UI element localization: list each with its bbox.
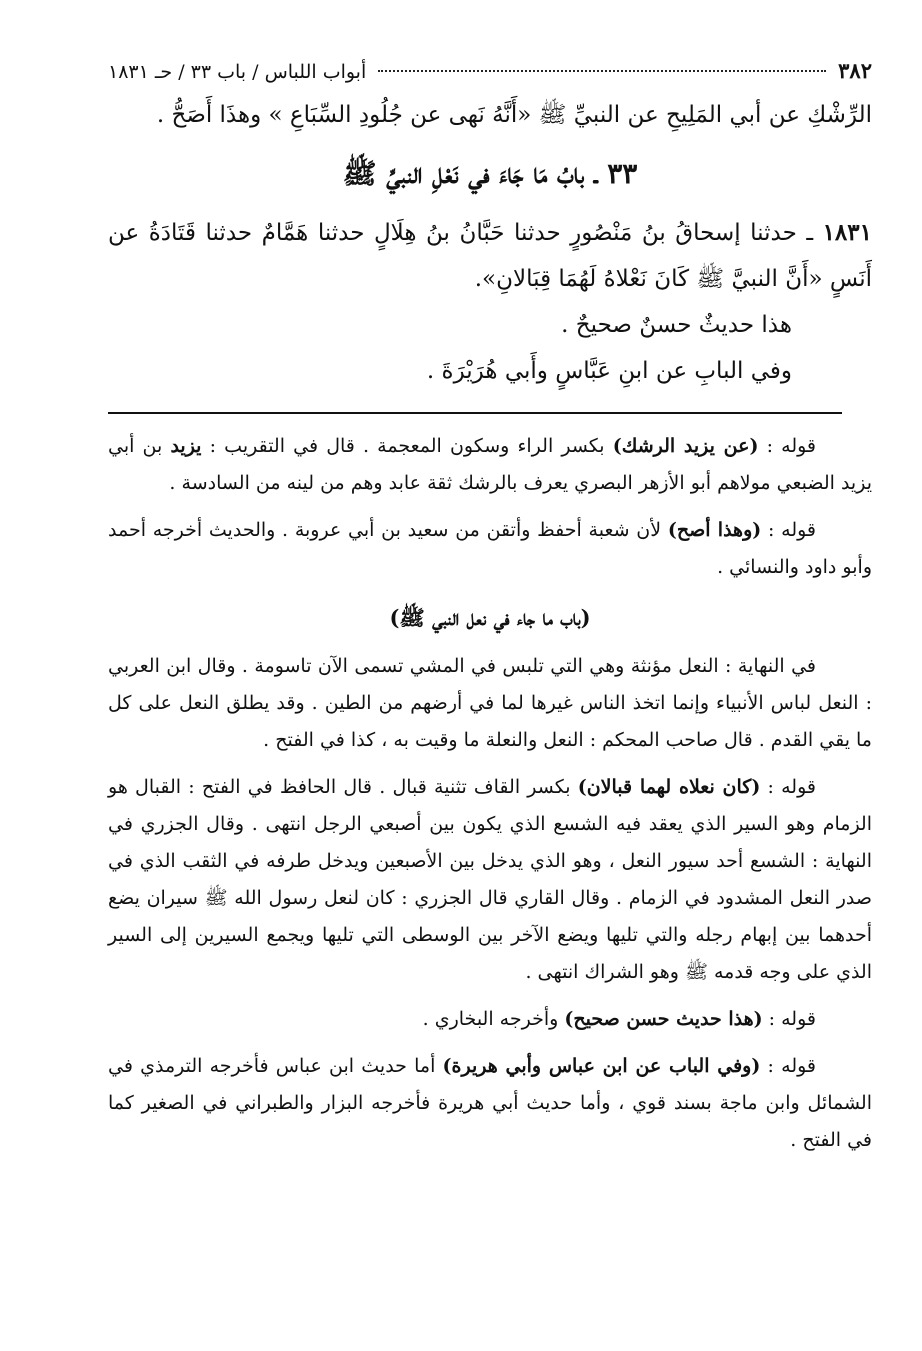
hadith-1831 [108, 210, 872, 302]
commentary-text: وأخرجه البخاري . [422, 1008, 565, 1030]
qawluh-label: قوله : [762, 1008, 816, 1030]
previous-hadith-continuation: الرِّشْكِ عن أبي المَلِيحِ عن النبيِّ ﷺ «أَنَّهُ نَهى عن جُلُودِ السِّبَاعِ » وهذَا أَصَحُّ . [156, 102, 872, 128]
commentary-text: لأن شعبة أحفظ وأتقن من سعيد بن أبي عروبة . والحديث أخرجه أحمد وأبو داود والنسائي . [108, 519, 872, 578]
qawluh-label: قوله : [758, 435, 817, 457]
quoted-phrase: (عن يزيد الرشك) [612, 435, 759, 457]
commentary-paragraph-3: في النهاية : النعل مؤنثة وهي التي تلبس في المشي تسمى الآن تاسومة . وقال ابن العربي : النعل لباس الأنبياء وإنما اتخذ الناس غيرها لما في أرضهم من الطين . وقد يطلق النعل على كل ما يقي القدم . قال صاحب المحكم : النعل والنعلة ما وقيت به ، كذا في الفتح . [108, 655, 872, 751]
commentary-paragraph-2 [108, 512, 872, 586]
quoted-phrase: (كان نعلاه لهما قبالان) [577, 776, 761, 798]
page-number: ٣٨٢ [838, 58, 872, 83]
commentary-paragraph-5 [108, 1001, 872, 1038]
commentary-divider [108, 412, 842, 414]
qawluh-label: قوله : [761, 519, 817, 541]
running-title: أبواب اللباس / باب ٣٣ / حـ ١٨٣١ [108, 61, 367, 83]
page-header [108, 58, 872, 92]
hadith-main-text [108, 92, 872, 394]
commentary-text: بكسر القاف تثنية قبال . قال الحافظ في الفتح : القبال هو الزمام وهو السير الذي يعقد فيه الشسع الذي يكون بين أصبعي الرجل انتهى . وقال الجزري في النهاية : الشسع أحد سيور النعل ، وهو الذي يدخل بين الأصبعين ويدخل طرفه في الثقب الذي في صدر النعل المشدود في الزمام . وقال القاري قال الجزري : كان لنعل رسول الله ﷺ سيران يضع أحدهما بين إبهام رجله والتي تليها ويضع الآخر بين الوسطى التي تليها ويجمع السيرين إلى السير الذي على وجه قدمه ﷺ وهو الشراك انتهى . [108, 776, 872, 983]
book-page [108, 58, 872, 1169]
hadith-grading: هذا حديثٌ حسنٌ صحيحٌ . [561, 312, 792, 338]
header-dotted-leader [378, 69, 826, 72]
commentary-text: أما حديث ابن عباس فأخرجه الترمذي في الشمائل وابن ماجة بسند قوي ، وأما حديث أبي هريرة فأخرجه البزار والطبراني في الصغير كما في الفتح . [108, 1055, 872, 1151]
quoted-phrase: (وفي الباب عن ابن عباس وأبي هريرة) [442, 1055, 761, 1077]
quoted-phrase: (وهذا أصح) [667, 519, 762, 541]
narrator-name: يزيد [170, 435, 202, 457]
quoted-phrase: (هذا حديث حسن صحيح) [564, 1008, 763, 1030]
commentary-paragraph-6 [108, 1048, 872, 1159]
related-narrations: وفي البابِ عن ابنِ عَبَّاسٍ وأَبي هُرَيْرَةَ . [426, 358, 792, 384]
commentary-text: بن أبي يزيد الضبعي مولاهم أبو الأزهر البصري يعرف بالرشك ثقة عابد وهم من لينه من السادسة . [108, 435, 872, 494]
commentary [108, 428, 872, 1159]
commentary-text: بكسر الراء وسكون المعجمة . قال في التقريب : [201, 435, 613, 457]
commentary-section-title: (باب ما جاء في نعل النبي ﷺ) [389, 605, 591, 630]
qawluh-label: قوله : [760, 776, 816, 798]
commentary-paragraph-1 [108, 428, 872, 502]
qawluh-label: قوله : [760, 1055, 817, 1077]
chapter-title: ٣٣ ـ بابُ مَا جَاءَ في نَعْلِ النبيِّ ﷺ [342, 157, 638, 190]
hadith-text: ـ حدثنا إسحاقُ بنُ مَنْصُورٍ حدثنا حَبَّانُ بنُ هِلَالٍ حدثنا هَمَّامٌ حدثنا قَتَادَةُ عن أَنَسٍ «أَنَّ النبيَّ ﷺ كَانَ نَعْلاهُ لَهُمَا قِبَالانِ». [108, 220, 872, 292]
commentary-paragraph-4 [108, 769, 872, 991]
hadith-number: ١٨٣١ [822, 219, 872, 246]
